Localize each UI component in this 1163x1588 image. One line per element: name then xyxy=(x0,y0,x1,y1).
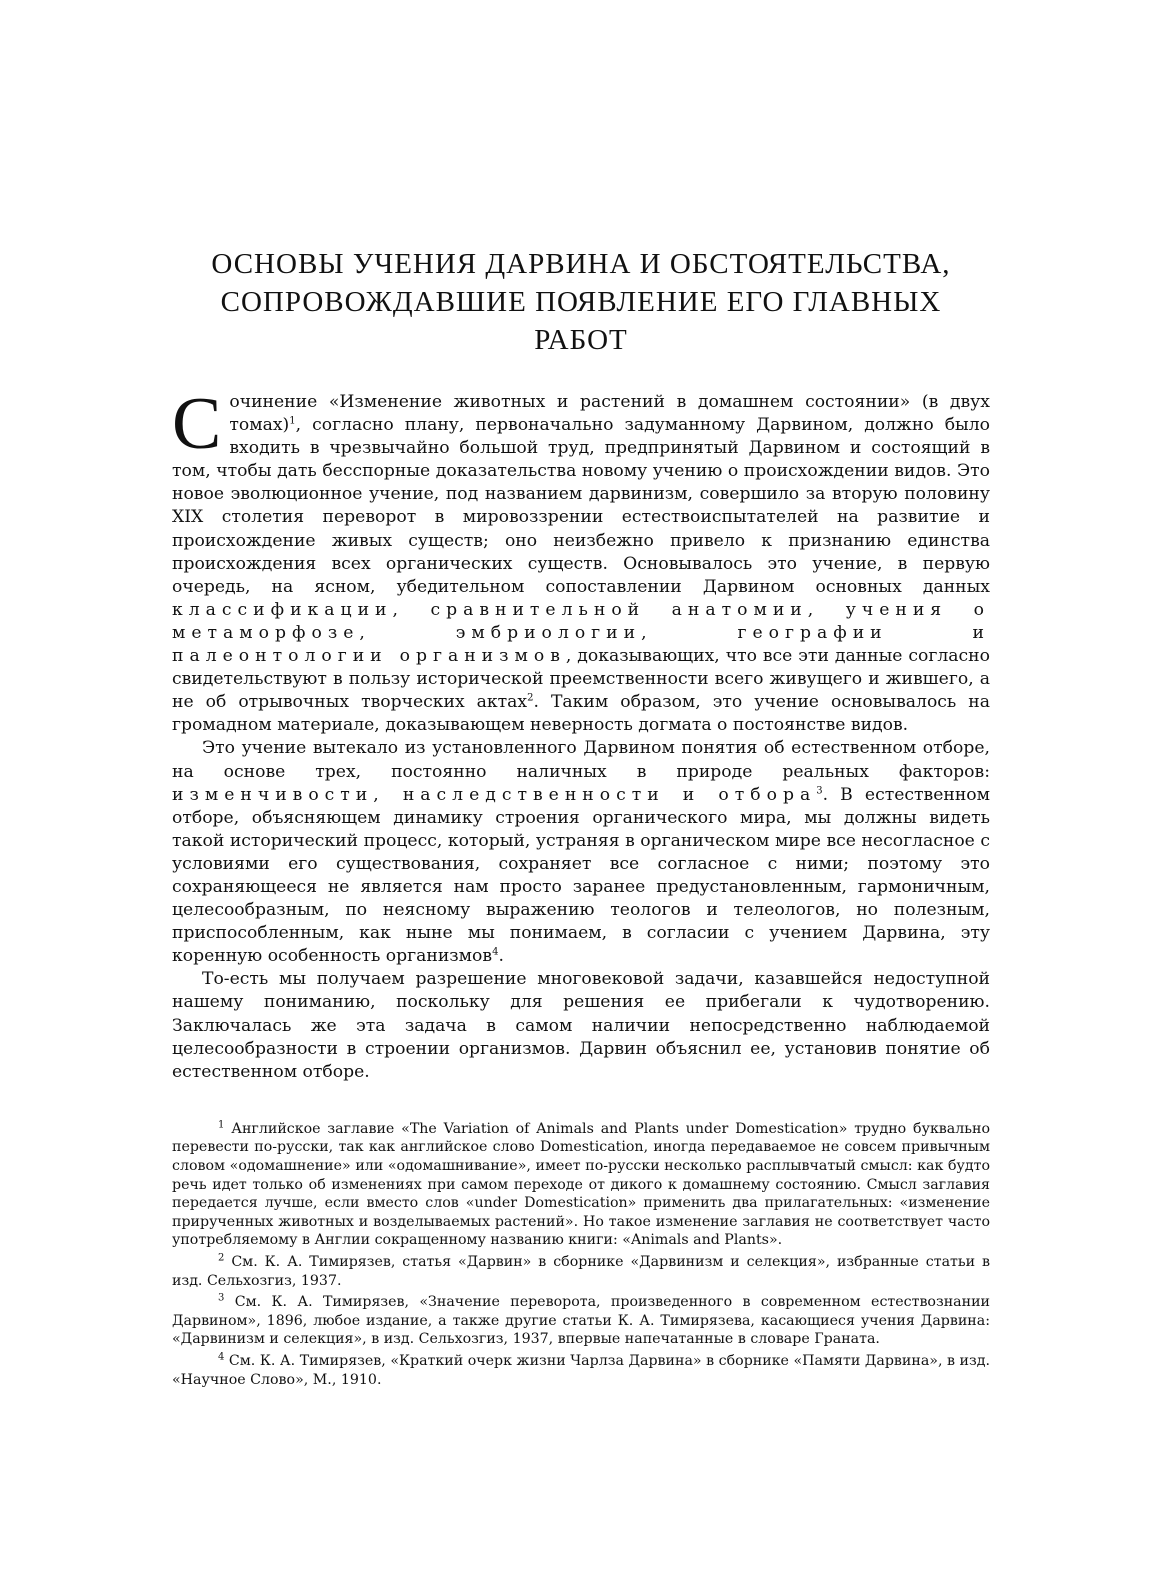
footnote-text: См. К. А. Тимирязев, «Краткий очерк жизни Чарлза Дарвина» в сборнике «Памяти Дарвина», в изд. «Научное Слово», М., 1910. xyxy=(172,1352,990,1388)
title-line-2: СОПРОВОЖДАВШИЕ ПОЯВЛЕНИЕ ЕГО ГЛАВНЫХ РАБОТ xyxy=(220,286,942,356)
title-line-1: ОСНОВЫ УЧЕНИЯ ДАРВИНА И ОБСТОЯТЕЛЬСТВА, xyxy=(211,248,951,280)
footnote-3 xyxy=(172,1293,990,1349)
paragraph-2-text-b: . В естественном отборе, объясняющем динамику строения органического мира, мы должны видеть такой исторический процесс, который, устраняя в органическом мире все несогласное с условиями его существования, сохраняет все согласное с ними; поэтому это сохраняющееся не является нам просто заранее предустановленным, гармоничным, целесообразным, по неясному выражению теологов и телеологов, но полезным, приспособленным, как ныне мы понимаем, в согласии с учением Дарвина, эту коренную особенность организмов xyxy=(172,784,991,967)
footnote-number: 4 xyxy=(218,1351,225,1363)
paragraph-3 xyxy=(172,968,990,1083)
document-page xyxy=(172,245,990,1392)
paragraph-2-spaced-terms: изменчивости, наследственности и отбора xyxy=(172,784,817,805)
paragraph-1-text-c: , доказывающих, что все эти данные согласно свидетельствуют в пользу исторической преемственности всего живущего и жившего, а не об отрывочных творческих актах xyxy=(172,646,990,713)
footnote-number: 2 xyxy=(218,1252,225,1264)
footnote-text: См. К. А. Тимирязев, «Значение переворота, произведенного в современном естествознании Дарвином», 1896, любое издание, а также другие статьи К. А. Тимирязева, касающиеся учения Дарвина: «Дарвинизм и селекция», в изд. Сельхозгиз, 1937, впервые напечатанные в словаре Граната. xyxy=(172,1294,990,1348)
paragraph-1 xyxy=(172,383,990,737)
footnote-text: Английское заглавие «The Variation of Animals and Plants under Domestication» трудно буквально перевести по-русски, так как английское слово Domestication, иногда передаваемое не совсем привычным словом «одомашнение» или «одомашнивание», имеет по-русски несколько расплывчатый смысл: как будто речь идет только об изменениях при самом переходе от дикого к домашнему состоянию. Смысл заглавия передается лучше, если вместо слов «under Domestication» применить два прилагательных: «изменение прирученных животных и возделываемых растений». Но такое изменение заглавия не соответствует часто употребляемому в Англии сокращенному названию книги: «Animals and Plants». xyxy=(172,1120,990,1249)
drop-cap: С xyxy=(172,383,222,465)
footnote-number: 1 xyxy=(218,1119,225,1131)
footnote-number: 3 xyxy=(218,1292,225,1304)
paragraph-3-text: То-есть мы получаем разрешение многовековой задачи, казавшейся недоступной нашему пониманию, поскольку для решения ее прибегали к чудотворению. Заключалась же эта задача в самом наличии непосредственно наблюдаемой целесообразности в строении организмов. Дарвин объяснил ее, установив понятие об естественном отборе. xyxy=(172,969,990,1082)
footnote-text: См. К. А. Тимирязев, статья «Дарвин» в сборнике «Дарвинизм и селекция», избранные статьи в изд. Сельхозгиз, 1937. xyxy=(172,1253,990,1289)
footnote-ref-1: 1 xyxy=(289,415,296,427)
paragraph-1-spaced-terms: классификации, сравнительной анатомии, учения о метаморфозе, эмбриологии, географии и палеонтологии организмов xyxy=(172,599,990,667)
footnote-ref-4: 4 xyxy=(492,946,499,958)
footnotes xyxy=(172,1120,990,1389)
paragraph-2 xyxy=(172,737,990,968)
page-title xyxy=(172,245,990,359)
body-text xyxy=(172,383,991,1084)
footnote-4 xyxy=(172,1352,990,1389)
footnote-1 xyxy=(172,1120,990,1250)
footnote-2 xyxy=(172,1253,990,1290)
paragraph-2-text-c: . xyxy=(498,946,504,967)
paragraph-1-text-b: , согласно плану, первоначально задуманному Дарвином, должно было входить в чрезвычайно большой труд, предпринятый Дарвином и состоящий в том, чтобы дать бесспорные доказательства новому учению о происхождении видов. Это новое эволюционное учение, под названием дарвинизм, совершило за вторую половину XIX столетия переворот в мировоззрении естествоиспытателей на развитие и происхождение живых существ; оно неизбежно привело к признанию единства происхождения всех органических существ. Основывалось это учение, в первую очередь, на ясном, убедительном сопоставлении Дарвином основных данных xyxy=(172,415,990,597)
footnote-ref-3: 3 xyxy=(816,784,823,796)
paragraph-1-text-a: очинение «Изменение животных и растений в домашнем состоянии» (в двух томах) xyxy=(229,392,990,436)
paragraph-2-text-a: Это учение вытекало из установленного Дарвином понятия об естественном отборе, на основе трех, постоянно наличных в природе реальных факторов: xyxy=(172,738,990,782)
paragraph-1-text-d: . Таким образом, это учение основывалось на громадном материале, доказывающем неверность догмата о постоянстве видов. xyxy=(172,692,990,736)
footnote-ref-2: 2 xyxy=(527,692,534,704)
